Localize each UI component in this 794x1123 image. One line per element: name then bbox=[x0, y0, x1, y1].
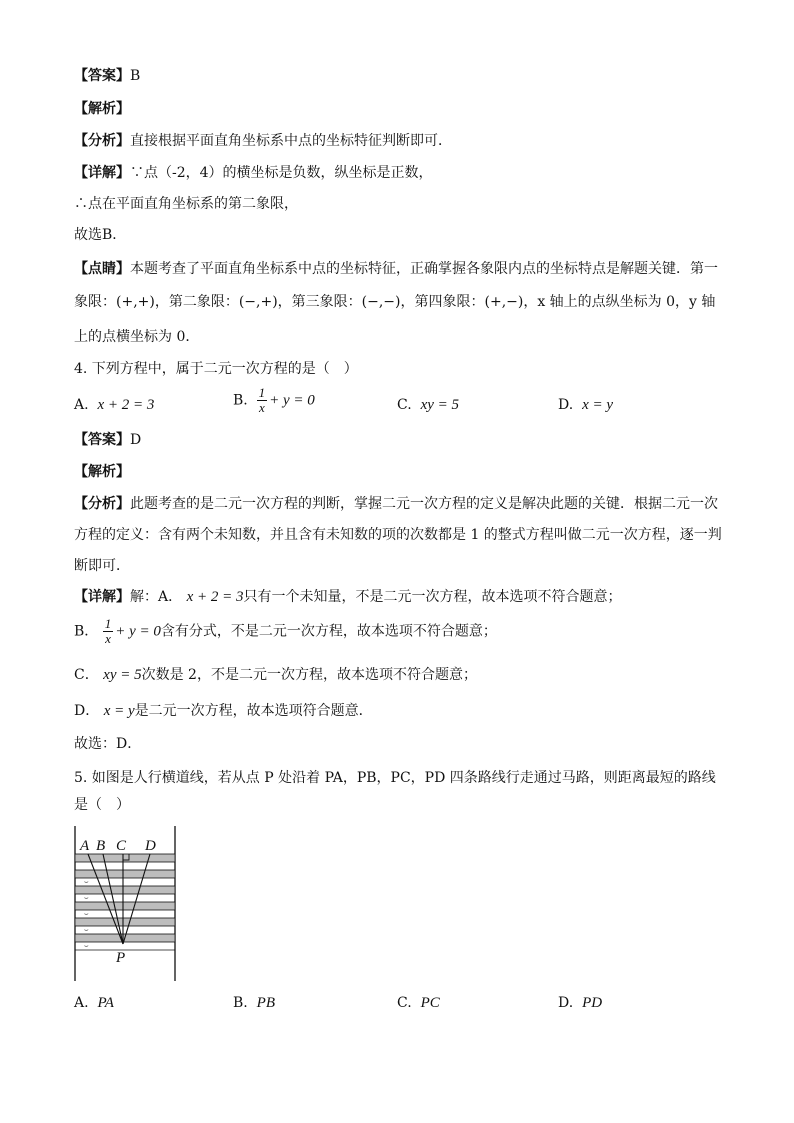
xj-expr: + y = 0 bbox=[115, 623, 161, 640]
option-label: A. bbox=[74, 995, 89, 1011]
xj-pre: D． bbox=[74, 703, 100, 719]
answer-value: B bbox=[130, 68, 141, 84]
option-label: D. bbox=[558, 995, 574, 1011]
q5-option-d bbox=[558, 993, 602, 1013]
q4-fenxi-3: 断即可． bbox=[74, 558, 130, 574]
q3-fenxi bbox=[74, 131, 452, 151]
option-label: C. bbox=[397, 995, 412, 1011]
xj-expr: x + 2 = 3 bbox=[186, 589, 244, 605]
xj-expr: xy = 5 bbox=[103, 667, 142, 683]
q3-dianjing-3: 上的点横坐标为 0． bbox=[74, 329, 200, 345]
path-pd bbox=[123, 854, 150, 944]
xj-post: 只有一个未知量，不是二元一次方程，故本选项不符合题意； bbox=[243, 589, 622, 605]
option-expr: x = y bbox=[582, 397, 614, 413]
q5-option-c bbox=[397, 993, 440, 1013]
fraction-den: x bbox=[259, 400, 265, 415]
q5-stem-1: 5. 如图是人行横道线，若从点 P 处沿着 PA，PB，PC，PD 四条路线行走通过马路，则距离最短的路线 bbox=[74, 770, 716, 786]
fenxi-text: 直接根据平面直角坐标系中点的坐标特征判断即可． bbox=[130, 133, 452, 149]
label-a: A bbox=[80, 838, 90, 854]
fraction-num: 1 bbox=[104, 616, 112, 631]
svg-text:⌣: ⌣ bbox=[84, 942, 89, 950]
q4-answer bbox=[74, 430, 141, 450]
label-p: P bbox=[116, 950, 126, 966]
q4-fenxi-2: 方程的定义：含有两个未知数，并且含有未知数的项的次数都是 1 的整式方程叫做二元一次方程，逐一判 bbox=[74, 527, 722, 543]
option-expr: PB bbox=[256, 995, 275, 1011]
option-expr: + y = 0 bbox=[269, 392, 315, 409]
xj-pre: C． bbox=[74, 667, 99, 683]
xj-pre: 解：A． bbox=[130, 589, 183, 605]
crosswalk-figure bbox=[70, 826, 180, 986]
q3-choose: 故选B． bbox=[74, 227, 127, 243]
q4-option-a bbox=[74, 395, 154, 415]
xj-expr: x = y bbox=[103, 703, 135, 719]
q3-dianjing-2: 象限：(+,+)，第二象限：(−,+)，第三象限：(−,−)，第四象限：(+,−)，x 轴上的点纵坐标为 0，y 轴 bbox=[74, 294, 716, 310]
q4-analysis-heading bbox=[74, 462, 130, 482]
q5-stem-2: 是（ ） bbox=[74, 797, 130, 813]
q4-fenxi bbox=[74, 494, 718, 514]
option-expr: x + 2 = 3 bbox=[97, 397, 155, 413]
q4-xiangjie-d bbox=[74, 701, 373, 721]
xj-post: 次数是 2，不是二元一次方程，故本选项不符合题意； bbox=[141, 667, 477, 683]
xj-post: 含有分式，不是二元一次方程，故本选项不符合题意； bbox=[160, 623, 497, 640]
label-b: B bbox=[96, 838, 106, 854]
svg-text:⌣: ⌣ bbox=[84, 910, 89, 918]
label-c: C bbox=[116, 838, 127, 854]
option-expr: PC bbox=[420, 995, 440, 1011]
option-expr: PA bbox=[97, 995, 114, 1011]
q4-option-d bbox=[558, 395, 613, 415]
xiangjie-tag: 【详解】 bbox=[74, 165, 130, 181]
xiangjie-text: ∵点（-2，4）的横坐标是负数，纵坐标是正数， bbox=[130, 165, 433, 181]
option-label: B. bbox=[233, 995, 248, 1011]
q5-option-b bbox=[233, 993, 275, 1013]
q4-xiangjie-c bbox=[74, 665, 477, 685]
q4-xiangjie-a bbox=[74, 587, 621, 607]
option-label: B. bbox=[233, 392, 248, 409]
xj-post: 是二元一次方程，故本选项符合题意． bbox=[134, 703, 373, 719]
q4-choose: 故选：D． bbox=[74, 736, 142, 752]
q3-xiangjie-2: ∴点在平面直角坐标系的第二象限， bbox=[74, 196, 298, 212]
svg-text:⌣: ⌣ bbox=[84, 878, 89, 886]
fraction bbox=[257, 386, 268, 415]
label-d: D bbox=[145, 838, 156, 854]
xiangjie-tag: 【详解】 bbox=[74, 589, 130, 605]
q4-option-c bbox=[397, 395, 459, 415]
q3-dianjing bbox=[74, 259, 718, 279]
q3-xiangjie bbox=[74, 163, 433, 183]
answer-tag: 【答案】 bbox=[74, 432, 130, 448]
option-expr: PD bbox=[582, 995, 603, 1011]
q3-answer bbox=[74, 66, 140, 86]
svg-text:⌣: ⌣ bbox=[84, 894, 89, 902]
option-label: A. bbox=[74, 397, 89, 413]
dianjing-tag: 【点睛】 bbox=[74, 261, 130, 277]
q4-option-b bbox=[233, 386, 315, 415]
option-expr: xy = 5 bbox=[420, 397, 460, 413]
svg-text:⌣: ⌣ bbox=[84, 926, 89, 934]
q4-stem: 4. 下列方程中，属于二元一次方程的是（ ） bbox=[74, 361, 358, 377]
q3-analysis-heading bbox=[74, 99, 130, 119]
option-label: C. bbox=[397, 397, 412, 413]
analysis-tag: 【解析】 bbox=[74, 464, 130, 480]
xj-pre: B． bbox=[74, 623, 99, 640]
q4-xiangjie-b bbox=[74, 617, 497, 646]
fraction bbox=[103, 617, 114, 646]
fraction-den: x bbox=[105, 631, 111, 646]
q5-option-a bbox=[74, 993, 114, 1013]
fenxi-tag: 【分析】 bbox=[74, 496, 130, 512]
fraction-num: 1 bbox=[258, 385, 266, 400]
option-label: D. bbox=[558, 397, 574, 413]
answer-value: D bbox=[130, 432, 142, 448]
analysis-tag: 【解析】 bbox=[74, 101, 130, 117]
dianjing-text: 本题考查了平面直角坐标系中点的坐标特征，正确掌握各象限内点的坐标特点是解题关键．第一 bbox=[130, 261, 718, 277]
fenxi-tag: 【分析】 bbox=[74, 133, 130, 149]
answer-tag: 【答案】 bbox=[74, 68, 130, 84]
fenxi-text: 此题考查的是二元一次方程的判断，掌握二元一次方程的定义是解决此题的关键．根据二元一次 bbox=[130, 496, 718, 512]
